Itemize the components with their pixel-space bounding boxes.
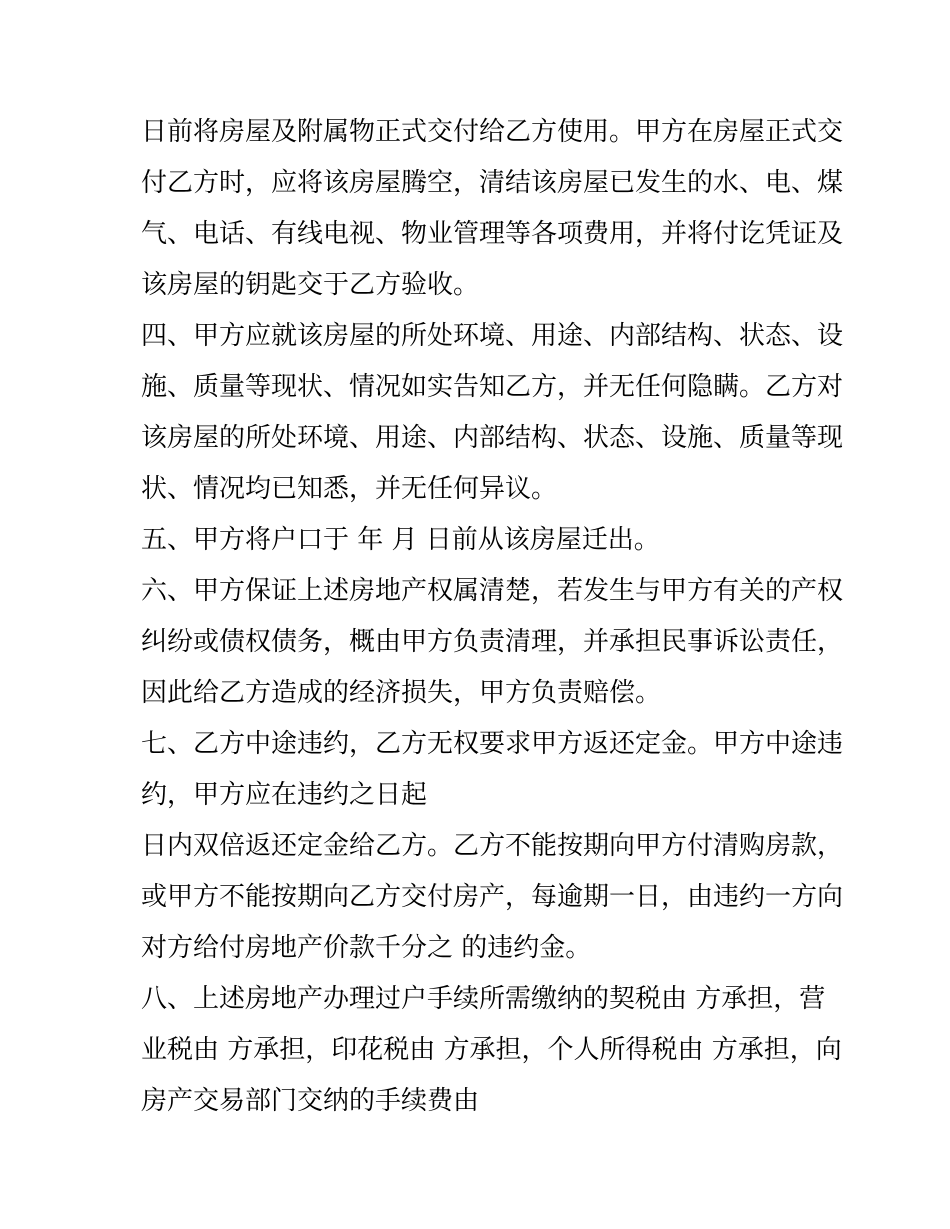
text-line: 因此给乙方造成的经济损失，甲方负责赔偿。 xyxy=(141,678,662,708)
text-line: 施、质量等现状、情况如实告知乙方，并无任何隐瞒。乙方对 xyxy=(141,372,844,402)
text-line: 日内双倍返还定金给乙方。乙方不能按期向甲方付清购房款， xyxy=(141,831,844,861)
text-line: 纠纷或债权债务，概由甲方负责清理，并承担民事诉讼责任， xyxy=(141,627,844,657)
clause-8-line: 八、上述房地产办理过户手续所需缴纳的契税由 方承担，营 xyxy=(141,984,826,1014)
clause-7-line: 七、乙方中途违约，乙方无权要求甲方返还定金。甲方中途违 xyxy=(141,729,844,759)
text-line: 约，甲方应在违约之日起 xyxy=(141,780,428,810)
contract-text xyxy=(141,107,844,1127)
clause-4-line: 四、甲方应就该房屋的所处环境、用途、内部结构、状态、设 xyxy=(141,321,844,351)
text-line: 该房屋的钥匙交于乙方验收。 xyxy=(141,270,480,300)
text-line: 气、电话、有线电视、物业管理等各项费用，并将付讫凭证及 xyxy=(141,219,844,249)
text-line: 房产交易部门交纳的手续费由 xyxy=(141,1086,480,1116)
clause-6-line: 六、甲方保证上述房地产权属清楚，若发生与甲方有关的产权 xyxy=(141,576,844,606)
text-line: 付乙方时，应将该房屋腾空，清结该房屋已发生的水、电、煤 xyxy=(141,168,844,198)
text-line: 业税由 方承担，印花税由 方承担，个人所得税由 方承担，向 xyxy=(141,1035,842,1065)
text-line: 该房屋的所处环境、用途、内部结构、状态、设施、质量等现 xyxy=(141,423,844,453)
text-line: 或甲方不能按期向乙方交付房产，每逾期一日，由违约一方向 xyxy=(141,882,844,912)
text-line: 日前将房屋及附属物正式交付给乙方使用。甲方在房屋正式交 xyxy=(141,117,844,147)
text-line: 状、情况均已知悉，并无任何异议。 xyxy=(141,474,558,504)
clause-5-line: 五、甲方将户口于 年 月 日前从该房屋迁出。 xyxy=(141,525,660,555)
text-line: 对方给付房地产价款千分之 的违约金。 xyxy=(141,933,592,963)
